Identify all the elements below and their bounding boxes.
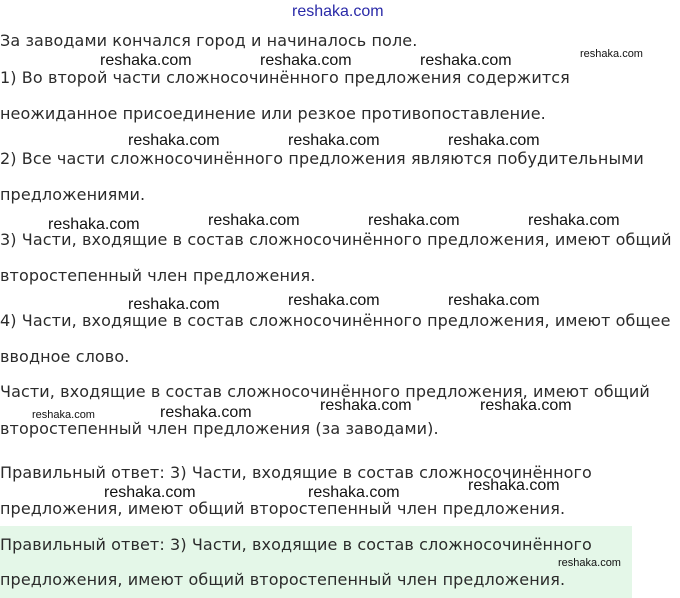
watermark: reshaka.com [48, 216, 140, 233]
watermark: reshaka.com [320, 397, 412, 414]
option-3-line-1: 3) Части, входящие в состав сложносочинённого предложения, имеют общий [0, 230, 672, 249]
watermark: reshaka.com [208, 212, 300, 229]
option-1-line-1: 1) Во второй части сложносочинённого предложения содержится [0, 68, 570, 87]
watermark: reshaka.com [468, 477, 560, 494]
watermark: reshaka.com [32, 409, 95, 421]
option-3-line-2: второстепенный член предложения. [0, 266, 316, 285]
option-1-line-2: неожиданное присоединение или резкое противопоставление. [0, 104, 546, 123]
answer-line-2: предложения, имеют общий второстепенный член предложения. [0, 499, 566, 518]
option-4-line-2: вводное слово. [0, 347, 130, 366]
answer-box-line-2: предложения, имеют общий второстепенный член предложения. [0, 570, 566, 589]
watermark: reshaka.com [368, 212, 460, 229]
answer-line-1: Правильный ответ: 3) Части, входящие в состав сложносочинённого [0, 463, 592, 482]
watermark: reshaka.com [100, 52, 192, 69]
option-2-line-2: предложениями. [0, 185, 146, 204]
watermark: reshaka.com [580, 48, 643, 60]
watermark: reshaka.com [128, 132, 220, 149]
watermark: reshaka.com [104, 484, 196, 501]
watermark: reshaka.com [160, 404, 252, 421]
explanation-line-2: второстепенный член предложения (за заводами). [0, 419, 439, 438]
watermark: reshaka.com [288, 132, 380, 149]
watermark: reshaka.com [260, 52, 352, 69]
option-2-line-1: 2) Все части сложносочинённого предложения являются побудительными [0, 149, 644, 168]
watermark: reshaka.com [308, 484, 400, 501]
watermark: reshaka.com [288, 292, 380, 309]
watermark: reshaka.com [558, 557, 621, 569]
intro-sentence: За заводами кончался город и начиналось поле. [0, 31, 418, 50]
explanation-line-1: Части, входящие в состав сложносочинённого предложения, имеют общий [0, 382, 650, 401]
watermark: reshaka.com [480, 397, 572, 414]
watermark: reshaka.com [128, 296, 220, 313]
watermark: reshaka.com [448, 292, 540, 309]
answer-highlight-box [0, 526, 632, 598]
watermark: reshaka.com [420, 52, 512, 69]
site-header-watermark[interactable]: reshaka.com [292, 3, 384, 20]
watermark: reshaka.com [448, 132, 540, 149]
option-4-line-1: 4) Части, входящие в состав сложносочинённого предложения, имеют общее [0, 311, 671, 330]
watermark: reshaka.com [528, 212, 620, 229]
answer-box-line-1: Правильный ответ: 3) Части, входящие в состав сложносочинённого [0, 535, 592, 554]
